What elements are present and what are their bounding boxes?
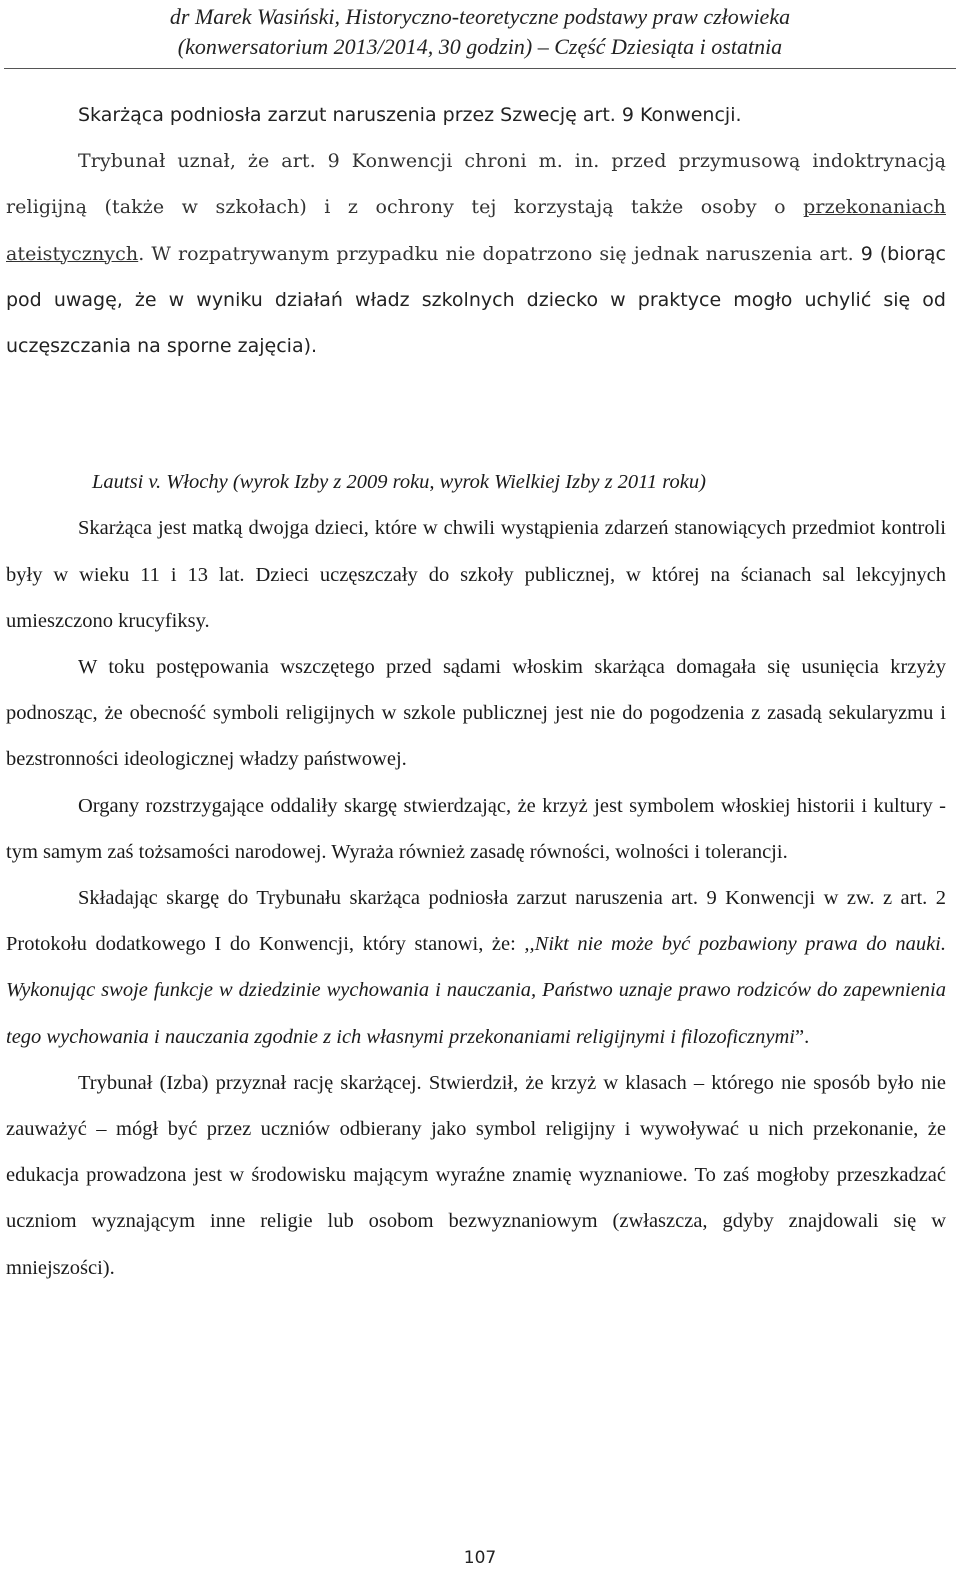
case-title: Lautsi v. Włochy (wyrok Izby z 2009 roku, wyrok Wielkiej Izby z 2011 roku) — [92, 471, 706, 494]
header-rule — [4, 68, 956, 69]
paragraph-domestic-decision: Organy rozstrzygające oddaliły skargę stwierdzając, że krzyż jest symbolem włoskiej historii i kultury - tym samym zaś tożsamości narodowej. Wyraża również zasadę równości, wolności i tolerancji. — [6, 794, 946, 863]
paragraph-court-ruling — [6, 138, 946, 369]
paragraph-application — [6, 875, 946, 1060]
header-line-1: dr Marek Wasiński, Historyczno-teoretyczne podstawy praw człowieka — [169, 4, 791, 29]
page-header — [0, 2, 960, 62]
paragraph-facts: Skarżąca jest matką dwojga dzieci, które w chwili wystąpienia zdarzeń stanowiących przedmiot kontroli były w wieku 11 i 13 lat. Dzieci uczęszczały do szkoły publicznej, w której na ścianach sal lekcyjnych umieszczono krucyfiksy. — [6, 517, 946, 632]
paragraph-chamber-judgment: Trybunał (Izba) przyznał rację skarżącej. Stwierdził, że krzyż w klasach – którego nie sposób było nie zauważyć – mógł być przez uczniów odbierany jako symbol religijny i wywoływać u nich przekonanie, że edukacja prowadzona jest w środowisku mającym wyraźne znamię wyznaniowe. To zaś mogłoby przeszkadzać uczniom wyznającym inne religie lub osobom bezwyznaniowym (zwłaszcza, gdyby znajdowali się w mniejszości). — [6, 1071, 946, 1279]
header-line-2: (konwersatorium 2013/2014, 30 godzin) – Część Dziesiąta i ostatnia — [177, 34, 783, 59]
quote-end: ”. — [795, 1025, 810, 1048]
page-number: 107 — [463, 1548, 497, 1568]
paragraph-complaint: Skarżąca podniosła zarzut naruszenia przez Szwecję art. 9 Konwencji. — [78, 104, 742, 126]
ruling-text-c: 9 (biorąc pod uwagę, że w wyniku działań władz szkolnych dziecko w praktyce mogło uchylić się od uczęszczania na sporne zajęcia). — [6, 242, 946, 358]
section-gap — [6, 369, 946, 459]
ruling-text-a: Trybunał uznał, że art. 9 Konwencji chroni m. in. przed przymusową indoktrynacją religijną (także w szkołach) i z ochrony tej korzystają także osoby o — [6, 150, 946, 219]
ruling-text-b: . W rozpatrywanym przypadku nie dopatrzono się jednak naruszenia art. — [138, 242, 861, 265]
application-text: Składając skargę do Trybunału skarżąca podniosła zarzut naruszenia art. 9 Konwencji w zw. z art. 2 Protokołu dodatkowego I do Konwencji, który stanowi, że: — [6, 887, 946, 956]
document-body — [6, 92, 946, 1291]
protocol-quote: ,,Nikt nie może być pozbawiony prawa do nauki. Wykonując swoje funkcje w dziedzinie wychowania i nauczania, Państwo uznaje prawo rodziców do zapewnienia tego wychowania i nauczania zgodnie z ich własnymi przekonaniami religijnymi i filozoficznymi — [6, 933, 946, 1048]
ruling-underlined-phrase: przekonaniach ateistycznych — [6, 196, 946, 265]
paragraph-proceedings: W toku postępowania wszczętego przed sądami włoskim skarżąca domagała się usunięcia krzyży podnosząc, że obecność symboli religijnych w szkole publicznej jest nie do pogodzenia z zasadą sekularyzmu i bezstronności ideologicznej władzy państwowej. — [6, 656, 946, 771]
